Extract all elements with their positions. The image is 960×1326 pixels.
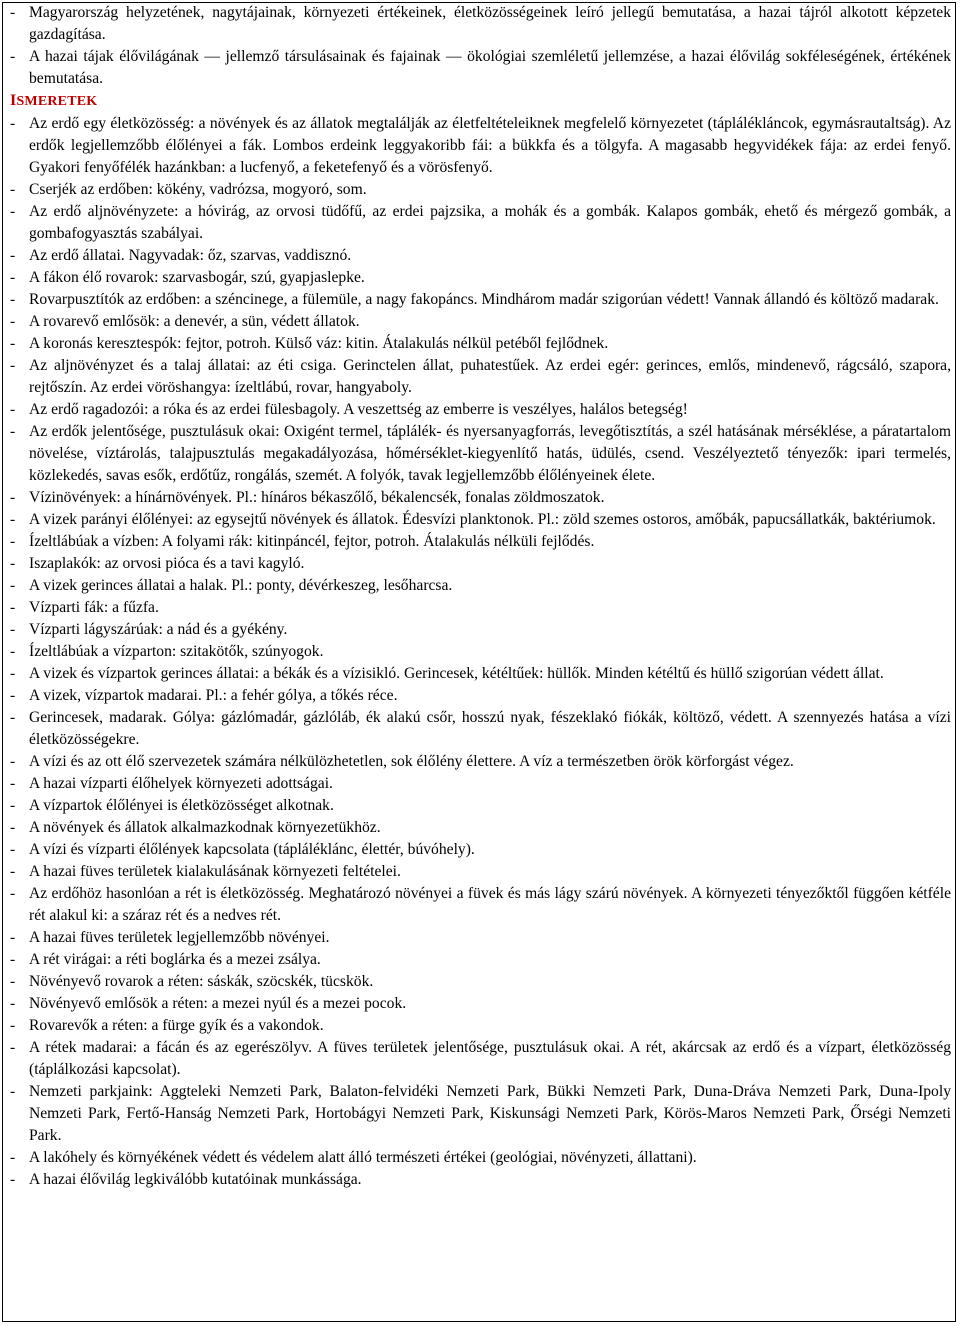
section-heading-rest: SMERETEK (16, 94, 98, 109)
list-item-text: Az erdőhöz hasonlóan a rét is életközösség. Meghatározó növényei a füvek és más lágy szárú növények. A környezeti tényezőktől függően kétféle rét alakul ki: a száraz rét és a nedves rét. (29, 885, 951, 924)
section-heading-initial: I (10, 92, 17, 109)
list-item-text: Vízparti fák: a fűzfa. (29, 599, 159, 616)
list-item-text: A vízi és vízparti élőlények kapcsolata (tápláléklánc, élettér, búvóhely). (29, 841, 475, 858)
list-item (10, 1147, 951, 1169)
list-item-text: A lakóhely és környékének védett és védelem alatt álló természeti értékei (geológiai, növényzeti, állattani). (29, 1149, 697, 1166)
list-item-text: Nemzeti parkjaink: Aggteleki Nemzeti Park, Balaton-felvidéki Nemzeti Park, Bükki Nemzeti Park, Duna-Dráva Nemzeti Park, Duna-Ipoly Nemzeti Park, Fertő-Hanság Nemzeti Park, Hortobágyi Nemzeti Park, Kiskunsági Nemzeti Park, Körös-Maros Nemzeti Park, Őrségi Nemzeti Park. (29, 1083, 951, 1144)
bullet-dash: - (10, 48, 16, 65)
list-item (10, 883, 951, 927)
list-item (10, 289, 951, 311)
list-item (10, 1169, 951, 1191)
bullet-dash: - (10, 599, 16, 616)
list-item (10, 685, 951, 707)
bullet-dash: - (10, 775, 16, 792)
bullet-dash: - (10, 335, 16, 352)
list-item (10, 333, 951, 355)
bullet-dash: - (10, 401, 16, 418)
list-item-text: A vizek parányi élőlényei: az egysejtű növények és állatok. Édesvízi planktonok. Pl.: zöld szemes ostoros, amőbák, papucsállatkák, baktériumok. (29, 511, 936, 528)
list-item-text: A rétek madarai: a fácán és az egerészölyv. A füves területek jelentősége, pusztulásuk okai. A rét, akárcsak az erdő és a vízpart, életközösség (táplálkozási kapcsolat). (29, 1039, 951, 1078)
bullet-dash: - (10, 4, 16, 21)
list-item-text: Az erdő állatai. Nagyvadak: őz, szarvas, vaddisznó. (29, 247, 352, 264)
list-item (10, 421, 951, 487)
list-item (10, 201, 951, 245)
list-item (10, 839, 951, 861)
bullet-dash: - (10, 115, 16, 132)
list-item (10, 1081, 951, 1147)
list-item-text: Magyarország helyzetének, nagytájainak, környezeti értékeinek, életközösségeinek leíró jellegű bemutatása, a hazai tájról alkotott képzetek gazdagítása. (29, 4, 951, 43)
list-item (10, 927, 951, 949)
list-item (10, 949, 951, 971)
bullet-dash: - (10, 863, 16, 880)
list-item (10, 399, 951, 421)
bullet-dash: - (10, 181, 16, 198)
list-item (10, 531, 951, 553)
list-item-text: A rét virágai: a réti boglárka és a mezei zsálya. (29, 951, 321, 968)
bullet-dash: - (10, 511, 16, 528)
list-item-text: Az erdők jelentősége, pusztulásuk okai: Oxigént termel, táplálék- és nyersanyagforrás, levegőtisztítás, a szél hatásának mérséklése, a páratartalom növelése, víztárolás, talajpusztulás megakadályozása, hőmérséklet-kiegyenlítő hatás, üdülés, csend. Veszélyeztető tényezők: ipari termelés, közlekedés, savas esők, erdőtűz, rongálás, szemét. A folyók, tavak legjellemzőbb élőlényeinek élete. (29, 423, 951, 484)
list-item (10, 641, 951, 663)
bullet-dash: - (10, 269, 16, 286)
bullet-dash: - (10, 1017, 16, 1034)
list-item-text: Iszaplakók: az orvosi pióca és a tavi kagyló. (29, 555, 305, 572)
list-item-text: A vizek, vízpartok madarai. Pl.: a fehér gólya, a tőkés réce. (29, 687, 398, 704)
list-item (10, 707, 951, 751)
list-item-text: Az erdő ragadozói: a róka és az erdei fülesbagoly. A veszettség az emberre is veszélyes, halálos betegség! (29, 401, 688, 418)
list-item-text: A vizek és vízpartok gerinces állatai: a békák és a vízisikló. Gerincesek, kétéltűek: hüllők. Minden kétéltű és hüllő szigorúan védett állat. (29, 665, 884, 682)
bullet-dash: - (10, 1149, 16, 1166)
list-item-text: A hazai tájak élővilágának — jellemző társulásainak és fajainak — ökológiai szemléletű jellemzése, a hazai élővilág sokféleségének, értékének bemutatása. (29, 48, 951, 87)
list-item-text: A hazai füves területek kialakulásának környezeti feltételei. (29, 863, 401, 880)
bullet-dash: - (10, 643, 16, 660)
list-item (10, 355, 951, 399)
bullet-dash: - (10, 1083, 16, 1100)
list-item-text: Rovarevők a réten: a fürge gyík és a vakondok. (29, 1017, 324, 1034)
list-item-text: Az aljnövényzet és a talaj állatai: az éti csiga. Gerinctelen állat, puhatestűek. Az erdei egér: gerinces, emlős, mindenevő, rágcsáló, szapora, rejtőszín. Az erdei vöröshangya: ízeltlábú, rovar, hangyaboly. (29, 357, 951, 396)
list-item-text: Gerincesek, madarak. Gólya: gázlómadár, gázlóláb, ék alakú csőr, hosszú nyak, fészeklakó fiókák, költöző, védett. A szennyezés hatása a vízi életközösségekre. (29, 709, 951, 748)
bullet-dash: - (10, 885, 16, 902)
bullet-dash: - (10, 819, 16, 836)
bullet-dash: - (10, 753, 16, 770)
bullet-dash: - (10, 709, 16, 726)
list-item-text: A hazai élővilág legkiválóbb kutatóinak munkássága. (29, 1171, 362, 1188)
list-item-text: Vízinövények: a hínárnövények. Pl.: hínáros békaszőlő, békalencsék, fonalas zöldmoszatok. (29, 489, 605, 506)
list-item-text: Vízparti lágyszárúak: a nád és a gyékény. (29, 621, 288, 638)
bullet-dash: - (10, 357, 16, 374)
list-item-text: Ízeltlábúak a vízparton: szitakötők, szúnyogok. (29, 643, 324, 660)
list-item (10, 553, 951, 575)
list-item (10, 46, 951, 90)
list-item-text: Rovarpusztítók az erdőben: a széncinege, a fülemüle, a nagy fakopáncs. Mindhárom madár szigorúan védett! Vannak állandó és költöző madarak. (29, 291, 939, 308)
list-item (10, 619, 951, 641)
list-item (10, 861, 951, 883)
list-item-text: A vízpartok élőlényei is életközösséget alkotnak. (29, 797, 334, 814)
bullet-dash: - (10, 423, 16, 440)
list-item (10, 267, 951, 289)
list-item-text: A hazai vízparti élőhelyek környezeti adottságai. (29, 775, 333, 792)
bullet-dash: - (10, 621, 16, 638)
list-item (10, 993, 951, 1015)
list-item-text: Ízeltlábúak a vízben: A folyami rák: kitinpáncél, fejtor, potroh. Átalakulás nélküli fejlődés. (29, 533, 595, 550)
list-item (10, 113, 951, 179)
bullet-dash: - (10, 577, 16, 594)
list-item (10, 179, 951, 201)
bullet-dash: - (10, 995, 16, 1012)
bullet-dash: - (10, 489, 16, 506)
document-content (10, 2, 951, 1191)
bullet-dash: - (10, 247, 16, 264)
bullet-dash: - (10, 203, 16, 220)
list-item-text: Cserjék az erdőben: kökény, vadrózsa, mogyoró, som. (29, 181, 367, 198)
list-item-text: A vizek gerinces állatai a halak. Pl.: ponty, dévérkeszeg, lesőharcsa. (29, 577, 453, 594)
bullet-dash: - (10, 929, 16, 946)
list-item-text: A hazai füves területek legjellemzőbb növényei. (29, 929, 330, 946)
list-item (10, 663, 951, 685)
list-item (10, 1015, 951, 1037)
list-item (10, 487, 951, 509)
bullet-dash: - (10, 951, 16, 968)
list-item (10, 597, 951, 619)
list-item (10, 509, 951, 531)
list-item (10, 311, 951, 333)
list-item-text: Növényevő emlősök a réten: a mezei nyúl és a mezei pocok. (29, 995, 407, 1012)
list-item-text: A növények és állatok alkalmazkodnak környezetükhöz. (29, 819, 381, 836)
list-item-text: A koronás keresztespók: fejtor, potroh. Külső váz: kitin. Átalakulás nélkül petéből fejlődnek. (29, 335, 609, 352)
list-item-text: A fákon élő rovarok: szarvasbogár, szú, gyapjaslepke. (29, 269, 365, 286)
list-item (10, 773, 951, 795)
bullet-dash: - (10, 841, 16, 858)
bullet-dash: - (10, 555, 16, 572)
list-item (10, 751, 951, 773)
list-item-text: Az erdő aljnövényzete: a hóvirág, az orvosi tüdőfű, az erdei pajzsika, a mohák és a gombák. Kalapos gombák, ehető és mérgező gombák, a gombafogyasztás szabályai. (29, 203, 951, 242)
list-item (10, 795, 951, 817)
bullet-dash: - (10, 665, 16, 682)
bullet-dash: - (10, 533, 16, 550)
bullet-dash: - (10, 1171, 16, 1188)
bullet-dash: - (10, 973, 16, 990)
list-item (10, 2, 951, 46)
list-item (10, 817, 951, 839)
intro-list (10, 2, 951, 90)
list-item (10, 575, 951, 597)
list-item (10, 245, 951, 267)
bullet-dash: - (10, 1039, 16, 1056)
bullet-dash: - (10, 797, 16, 814)
list-item-text: Az erdő egy életközösség: a növények és az állatok megtalálják az életfeltételeiknek megfelelő környezetet (táplálékláncok, egymásrautaltság). Az erdők legjellemzőbb élőlényei a fák. Lombos erdeink leggyakoribb fái: a bükkfa és a tölgyfa. A magasabb hegyvidékek fája: az erdei fenyő. Gyakori fenyőfélék hazánkban: a lucfenyő, a feketefenyő és a vörösfenyő. (29, 115, 951, 176)
list-item-text: A rovarevő emlősök: a denevér, a sün, védett állatok. (29, 313, 360, 330)
list-item-text: A vízi és az ott élő szervezetek számára nélkülözhetetlen, sok élőlény élettere. A víz a természetben örök körforgást végez. (29, 753, 794, 770)
list-item (10, 971, 951, 993)
bullet-dash: - (10, 291, 16, 308)
bullet-dash: - (10, 687, 16, 704)
knowledge-list (10, 113, 951, 1191)
section-heading (10, 90, 951, 113)
list-item-text: Növényevő rovarok a réten: sáskák, szöcskék, tücskök. (29, 973, 374, 990)
bullet-dash: - (10, 313, 16, 330)
list-item (10, 1037, 951, 1081)
